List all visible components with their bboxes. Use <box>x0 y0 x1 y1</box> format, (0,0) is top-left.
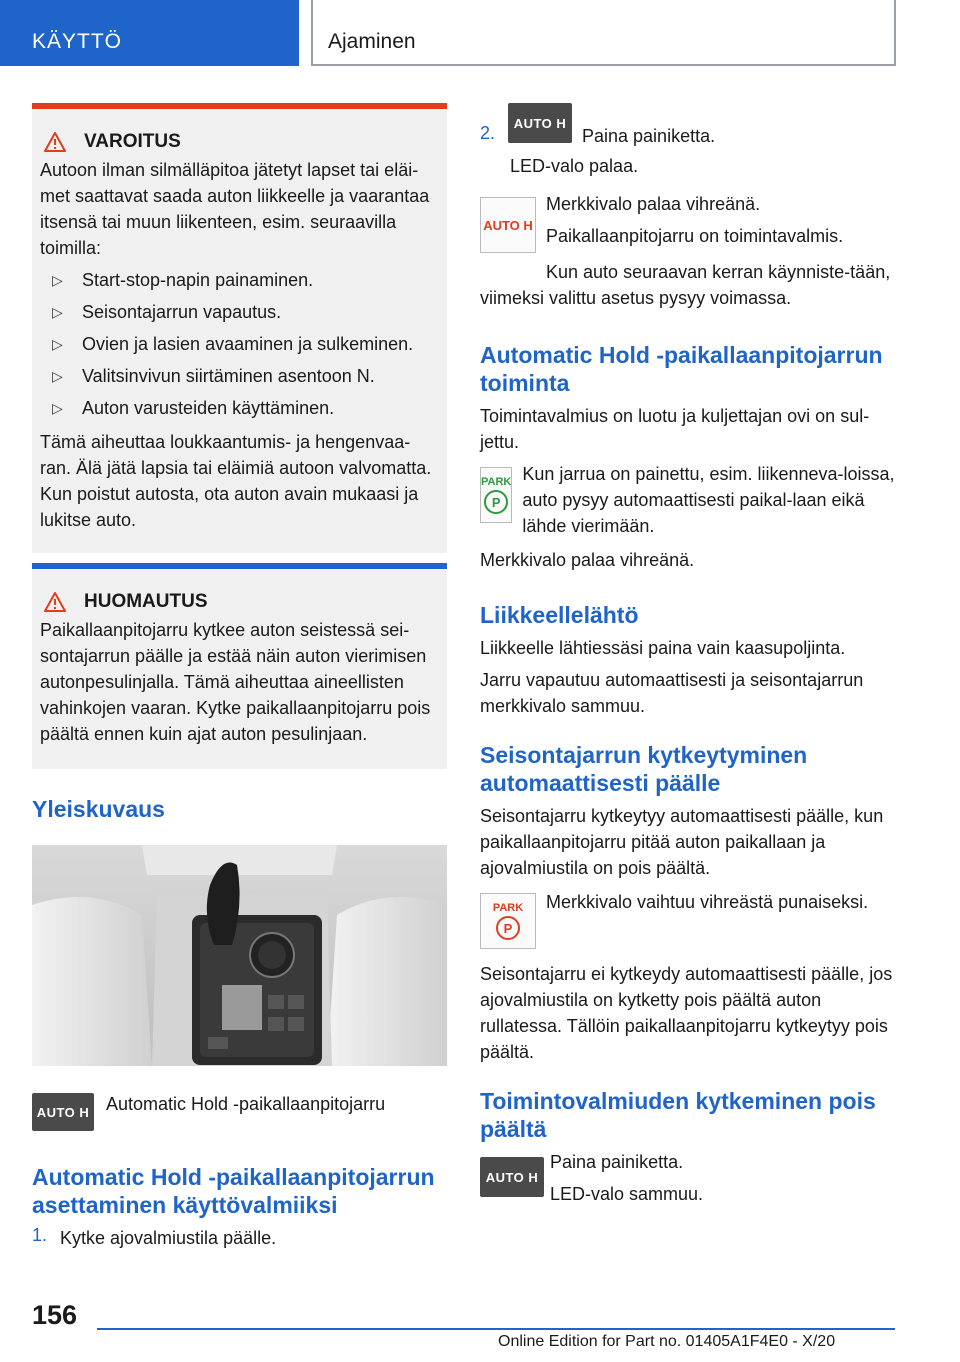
park-label: PARK <box>492 902 524 914</box>
indicator-line: Kun auto seuraavan kerran käynniste-tään, viimeksi valittu asetus pysyy voimassa. <box>480 262 891 308</box>
auto-h-indicator-image <box>480 197 536 253</box>
auto-h-label: AUTO H <box>485 1169 539 1185</box>
chapter-tab <box>311 0 896 66</box>
center-console-photo <box>32 845 447 1066</box>
auto-h-button-image <box>508 103 572 143</box>
function-heading: Automatic Hold -paikallaanpitojarrun toiminta <box>480 342 883 396</box>
warning-triangle-icon <box>44 592 66 612</box>
departure-p2: Jarru vapautuu automaattisesti ja seisontajarrun merkkivalo sammuu. <box>480 670 864 716</box>
section-tab <box>0 0 299 66</box>
warning-item <box>40 299 439 325</box>
auto-h-button-image <box>480 1157 544 1197</box>
indicator-row <box>480 191 895 253</box>
led-on-text: LED-valo palaa. <box>510 156 639 176</box>
park-symbol: P <box>496 916 520 940</box>
bullet-triangle-icon: ▷ <box>52 400 63 416</box>
function-after: Merkkivalo palaa vihreänä. <box>480 550 695 570</box>
chapter-title: Ajaminen <box>328 30 416 53</box>
warning-triangle-icon <box>44 132 66 152</box>
auto-engage-p1: Seisontajarru kytkeytyy automaattisesti päälle, kun paikallaanpitojarru pitää auton paikallaan ja ajovalmiustila on pois päältä. <box>480 806 884 878</box>
bullet-triangle-icon: ▷ <box>52 368 63 384</box>
function-text: Toimintavalmius on luotu ja kuljettajan ovi on sul-jettu. <box>480 406 870 452</box>
step-text: Paina painiketta. <box>582 126 716 146</box>
bullet-triangle-icon: ▷ <box>52 272 63 288</box>
departure-p1: Liikkeelle lähtiessäsi paina vain kaasupoljinta. <box>480 638 846 658</box>
indicator-line: Paikallaanpitojarru on toimintavalmis. <box>546 226 844 246</box>
page-number: 156 <box>32 1300 78 1330</box>
bullet-triangle-icon: ▷ <box>52 304 63 320</box>
step-number: 2. <box>480 123 496 143</box>
warning-title <box>40 131 439 153</box>
step-number: 1. <box>32 1225 48 1245</box>
indicator-line: Merkkivalo palaa vihreänä. <box>546 194 761 214</box>
image-caption: Automatic Hold -paikallaanpitojarru <box>106 1094 386 1114</box>
edition-text: Online Edition for Part no. 01405A1F4E0 - X/20 <box>498 1333 836 1350</box>
deactivate-row <box>480 1149 895 1207</box>
step-1 <box>32 1225 447 1251</box>
departure-heading: Liikkeellelähtö <box>480 602 639 628</box>
warning-item-text: Seisontajarrun vapautus. <box>82 302 282 322</box>
auto-h-label: AUTO H <box>36 1104 90 1120</box>
step-2 <box>480 103 895 149</box>
activate-heading: Automatic Hold -paikallaanpitojarrun asettaminen käyttövalmiiksi <box>32 1164 435 1218</box>
warning-title-text: VAROITUS <box>84 131 181 152</box>
park-green-indicator-icon <box>480 467 512 523</box>
warning-item-text: Auton varusteiden käyttäminen. <box>82 398 335 418</box>
step-text: Kytke ajovalmiustila päälle. <box>60 1228 277 1248</box>
bullet-triangle-icon: ▷ <box>52 336 63 352</box>
section-title: KÄYTTÖ <box>32 30 123 53</box>
overview-heading: Yleiskuvaus <box>32 796 165 822</box>
warning-intro: Autoon ilman silmälläpitoa jätetyt lapset tai eläi-met saattavat saada auton liikkeelle ja vaarantaa itsensä tai muun liikenteen, esim. seuraavilla toimilla: <box>40 160 430 258</box>
warning-outro: Tämä aiheuttaa loukkaantumis- ja hengenvaa-ran. Älä jätä lapsia tai eläimiä autoon valvomatta. Kun poistut autosta, ota auton avain mukaasi ja lukitse auto. <box>40 432 432 530</box>
park-green-row <box>480 461 895 539</box>
deactivate-heading: Toimintovalmiuden kytkeminen pois päältä <box>480 1088 876 1142</box>
notice-text: Paikallaanpitojarru kytkee auton seistessä sei-sontajarrun päälle ja estää näin auton vierimisen autonpesulinjalla. Tämä aiheuttaa aineellisten vahinkojen vaaran. Kytke paikallaanpitojarru pois päältä ennen kuin ajat auton pesulinjaan. <box>40 620 431 744</box>
park-red-row <box>480 889 895 949</box>
park-red-text: Merkkivalo vaihtuu vihreästä punaiseksi. <box>546 892 869 912</box>
warning-item-text: Start-stop-napin painaminen. <box>82 270 314 290</box>
caption-row <box>32 1093 447 1131</box>
warning-box <box>32 103 447 553</box>
footer-rule <box>97 1328 895 1330</box>
indicator-text <box>546 191 843 253</box>
warning-item <box>40 363 439 389</box>
auto-engage-p2: Seisontajarru ei kytkeydy automaattisesti päälle, jos ajovalmiustila on kytketty pois päältä auton rullatessa. Tällöin paikallaanpitojarru kytkeytyy pois päältä. <box>480 964 893 1062</box>
warning-item <box>40 267 439 293</box>
left-column <box>32 103 447 1251</box>
deactivate-line: LED-valo sammuu. <box>550 1184 704 1204</box>
notice-box <box>32 563 447 769</box>
warning-item <box>40 395 439 421</box>
warning-item-text: Ovien ja lasien avaaminen ja sulkeminen. <box>82 334 414 354</box>
auto-h-label: AUTO H <box>513 115 567 131</box>
right-column <box>480 103 895 1207</box>
park-red-indicator-icon <box>480 893 536 949</box>
park-symbol: P <box>484 490 508 514</box>
warning-item-text: Valitsinvivun siirtäminen asentoon N. <box>82 366 375 386</box>
deactivate-line: Paina painiketta. <box>550 1152 684 1172</box>
notice-title <box>40 591 439 613</box>
park-label: PARK <box>481 476 512 488</box>
warning-item <box>40 331 439 357</box>
park-text: Kun jarrua on painettu, esim. liikenneva-loissa, auto pysyy automaattisesti paikal-laan eikä lähde vierimään. <box>522 464 895 536</box>
auto-h-indicator-label: AUTO H <box>483 217 533 233</box>
auto-engage-heading: Seisontajarrun kytkeytyminen automaattisesti päälle <box>480 742 808 796</box>
deactivate-text <box>550 1149 703 1207</box>
notice-title-text: HUOMAUTUS <box>84 591 208 612</box>
auto-h-button-image <box>32 1093 94 1131</box>
